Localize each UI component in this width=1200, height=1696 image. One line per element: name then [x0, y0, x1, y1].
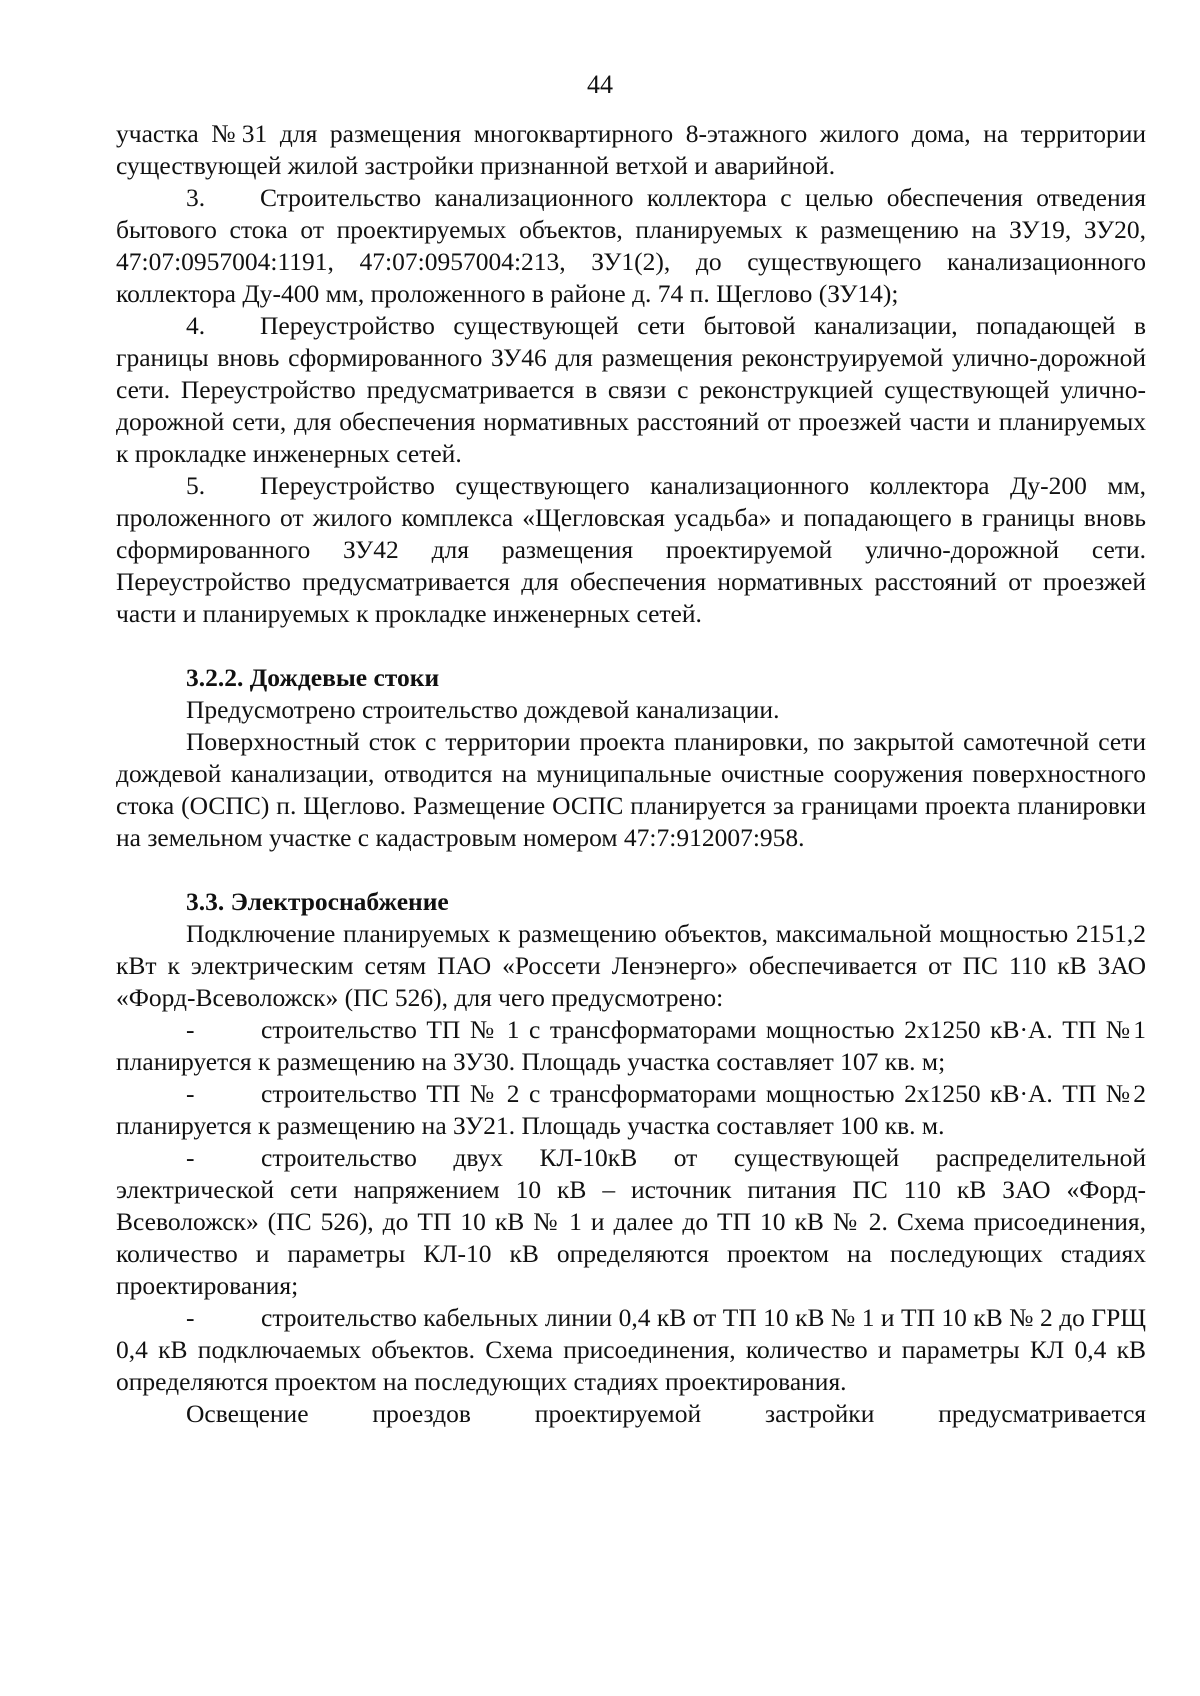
list-item [116, 182, 1146, 310]
document-body [116, 118, 1146, 1430]
bullet-dash: - [186, 1303, 195, 1332]
list-item-number: 3. [186, 183, 206, 212]
section-spacer [116, 854, 1146, 886]
list-item-text: Переустройство существующего канализационного коллектора Ду-200 мм, проложенного от жилого комплекса «Щегловская усадьба» и попадающего в границы вновь сформированного ЗУ42 для размещения проектируемой улично-дорожной сети. Переустройство предусматривается для обеспечения нормативных расстояний от проезжей части и планируемых к прокладке инженерных сетей. [116, 471, 1146, 628]
power-intro-paragraph: Подключение планируемых к размещению объектов, максимальной мощностью 2151,2 кВт к электрическим сетям ПАО «Россети Ленэнерго» обеспечивается от ПС 110 кВ ЗАО «Форд-Всеволожск» (ПС 526), для чего предусмотрено: [116, 919, 1146, 1012]
rain-paragraph-1: Предусмотрено строительство дождевой канализации. [186, 695, 780, 724]
intro-paragraph: участка №31 для размещения многоквартирного 8-этажного жилого дома, на территории существующей жилой застройки признанной ветхой и аварийной. [116, 119, 1146, 180]
page-number: 44 [587, 70, 613, 99]
bullet-item [116, 1302, 1146, 1398]
bullet-dash: - [186, 1015, 195, 1044]
bullet-item [116, 1078, 1146, 1142]
bullet-text: строительство двух КЛ-10кВ от существующей распределительной электрической сети напряжением 10 кВ – источник питания ПС 110 кВ ЗАО «Форд-Всеволожск» (ПС 526), до ТП 10 кВ № 1 и далее до ТП 10 кВ № 2. Схема присоединения, количество и параметры КЛ-10 кВ определяются проектом на последующих стадиях проектирования; [116, 1143, 1146, 1300]
list-item [116, 310, 1146, 470]
section-spacer [116, 630, 1146, 662]
list-item-number: 5. [186, 471, 206, 500]
list-item [116, 470, 1146, 630]
bullet-text: строительство ТП № 2 с трансформаторами мощностью 2х1250 кВ·А. ТП №2 планируется к размещению на ЗУ21. Площадь участка составляет 100 кв. м. [116, 1079, 1146, 1140]
bullet-text: строительство ТП № 1 с трансформаторами мощностью 2х1250 кВ·А. ТП №1 планируется к размещению на ЗУ30. Площадь участка составляет 107 кв. м; [116, 1015, 1146, 1076]
section-heading-rain: 3.2.2. Дождевые стоки [186, 663, 440, 692]
lighting-paragraph: Освещение проездов проектируемой застройки предусматривается [186, 1399, 1146, 1428]
list-item-number: 4. [186, 311, 206, 340]
bullet-item [116, 1014, 1146, 1078]
bullet-text: строительство кабельных линии 0,4 кВ от ТП 10 кВ № 1 и ТП 10 кВ № 2 до ГРЩ 0,4 кВ подключаемых объектов. Схема присоединения, количество и параметры КЛ 0,4 кВ определяются проектом на последующих стадиях проектирования. [116, 1303, 1146, 1396]
list-item-text: Строительство канализационного коллектора с целью обеспечения отведения бытового стока от проектируемых объектов, планируемых к размещению на ЗУ19, ЗУ20, 47:07:0957004:1191, 47:07:0957004:213, ЗУ1(2), до существующего канализационного коллектора Ду-400 мм, проложенного в районе д. 74 п. Щеглово (ЗУ14); [116, 183, 1146, 308]
bullet-item [116, 1142, 1146, 1302]
rain-paragraph-2: Поверхностный сток с территории проекта планировки, по закрытой самотечной сети дождевой канализации, отводится на муниципальные очистные сооружения поверхностного стока (ОСПС) п. Щеглово. Размещение ОСПС планируется за границами проекта планировки на земельном участке с кадастровым номером 47:7:912007:958. [116, 727, 1146, 852]
section-heading-power: 3.3. Электроснабжение [186, 887, 449, 916]
list-item-text: Переустройство существующей сети бытовой канализации, попадающей в границы вновь сформированного ЗУ46 для размещения реконструируемой улично-дорожной сети. Переустройство предусматривается в связи с реконструкцией существующей улично-дорожной сети, для обеспечения нормативных расстояний от проезжей части и планируемых к прокладке инженерных сетей. [116, 311, 1146, 468]
bullet-dash: - [186, 1079, 195, 1108]
bullet-dash: - [186, 1143, 195, 1172]
